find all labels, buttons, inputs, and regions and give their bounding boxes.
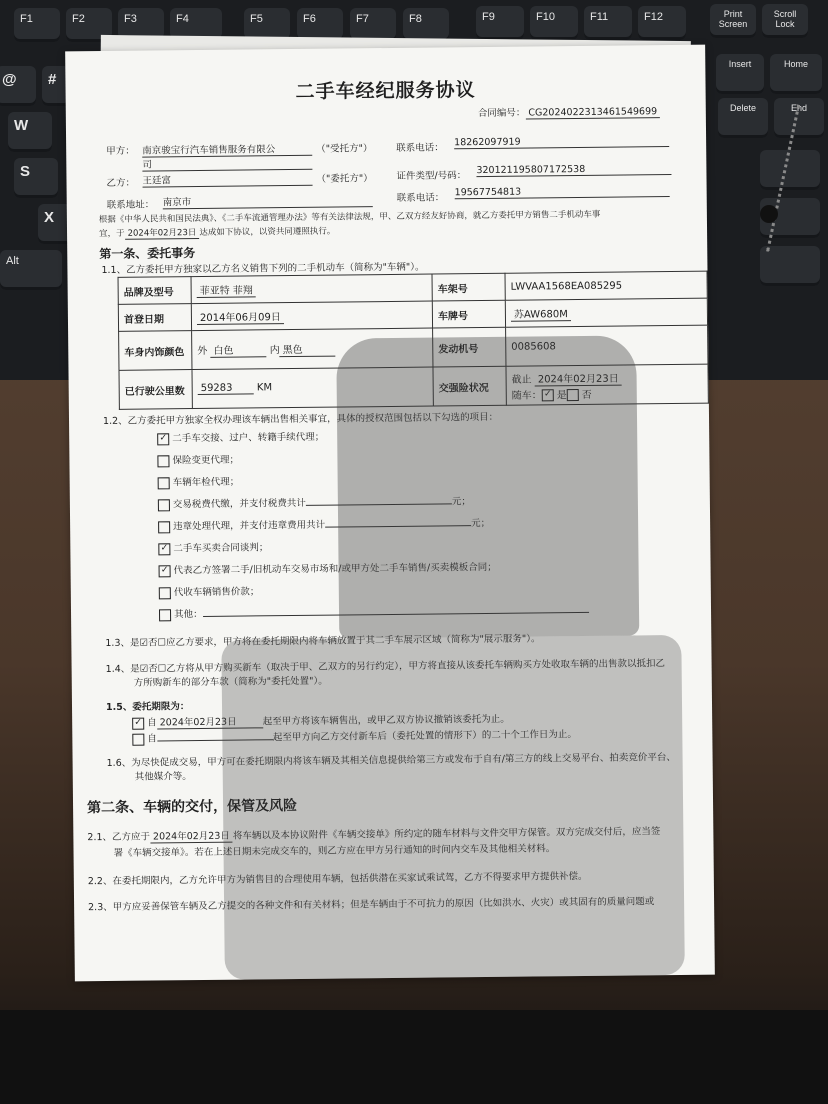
- party-a-label: 甲方：: [106, 145, 135, 157]
- ins-follow: 随车：: [511, 389, 542, 402]
- article-2-title: 第二条、车辆的交付，保管及风险: [86, 797, 298, 817]
- option-6-text: 二手车买卖合同谈判；: [173, 542, 269, 555]
- vin-value: LWVAA1568EA085295: [505, 271, 707, 300]
- option-4-text: 交易税费代缴，并支付税费共计: [172, 497, 306, 511]
- brand-value: [191, 274, 432, 304]
- key-f10: F10: [530, 6, 578, 40]
- contract-number-label: 合同编号：: [477, 107, 526, 120]
- option-2-checkbox[interactable]: [157, 455, 169, 467]
- party-a-name-line2: 司: [142, 155, 312, 172]
- option-6-checkbox[interactable]: ✓: [158, 543, 170, 555]
- party-b-label: 乙方：: [106, 177, 136, 189]
- clause-1-2: 1.2、乙方委托甲方独家全权办理该车辆出售相关事宜，具体的授权范围包括以下勾选的项目：: [102, 411, 499, 427]
- party-b-id: 320121195807172538: [476, 163, 671, 177]
- term-option-1-checkbox[interactable]: ✓: [132, 717, 144, 729]
- clause-2-2: [88, 868, 588, 887]
- key-s: S: [14, 158, 58, 198]
- option-8-checkbox[interactable]: [159, 587, 171, 599]
- option-5: [158, 515, 490, 533]
- term-option-2-checkbox[interactable]: [132, 733, 144, 745]
- key-f12: F12: [638, 6, 686, 40]
- key-w: W: [8, 112, 52, 152]
- party-b-phone: 19567754813: [455, 185, 670, 199]
- intro-line1: 根据《中华人民共和国民法典》、《二手车流通管理办法》等有关法律法规，甲、乙双方经友好协商，就乙方委托甲方销售二手机动车事: [98, 209, 601, 226]
- mileage-label: 已行驶公里数: [119, 370, 192, 410]
- engine-value: 0085608: [506, 325, 708, 366]
- key-scroll-lock: Scroll Lock: [762, 4, 808, 38]
- ins-yes-checkbox[interactable]: ✓: [542, 389, 554, 401]
- outer-prefix: 外: [197, 345, 208, 358]
- key-f4: F4: [170, 8, 222, 42]
- option-7-text: 代表乙方签署二手/旧机动车交易市场和/或甲方处二手车销售/买卖模板合同；: [173, 561, 497, 577]
- term-option-2-date-blank[interactable]: [157, 739, 273, 741]
- clause-2-1-suffix: 将车辆以及本协议附件《车辆交接单》所约定的随车材料与文件交甲方保管。双方完成交付后，应当签: [232, 826, 661, 842]
- clause-2-1-date: 2024年02月23日: [150, 828, 233, 844]
- term-option-1-prefix: 自: [147, 717, 157, 729]
- party-b-address-label: 联系地址：: [106, 199, 155, 211]
- plate-label: 车牌号: [432, 300, 505, 328]
- contract-page: [65, 45, 715, 982]
- term-option-1-suffix: 起至甲方将该车辆售出，或甲乙双方协议撤销该委托为止。: [262, 713, 510, 728]
- key-end: End: [774, 98, 824, 138]
- option-5-yuan: 元；: [471, 517, 491, 530]
- option-4-yuan: 元；: [451, 496, 471, 508]
- option-8: [159, 583, 260, 599]
- color-label: 车身内饰颜色: [119, 331, 192, 371]
- key-insert: Insert: [716, 54, 764, 94]
- party-a-role: （"受托方"）: [316, 143, 373, 155]
- color-value: [192, 328, 433, 370]
- clause-1-5-title: 委托期限为：: [132, 701, 190, 713]
- key-right-3: [760, 246, 820, 286]
- option-6: [158, 539, 268, 555]
- brand-label: 品牌及型号: [118, 277, 191, 305]
- key-f8: F8: [403, 8, 449, 42]
- key-f6: F6: [297, 8, 343, 42]
- option-4-checkbox[interactable]: [158, 499, 170, 511]
- reg-date-label: 首登日期: [118, 304, 191, 332]
- outer-color: 白色: [210, 341, 266, 358]
- term-option-2-prefix: 自: [147, 733, 157, 745]
- party-b-address: 南京市: [163, 192, 373, 209]
- key-at: [0, 66, 36, 106]
- key-f9: F9: [476, 6, 524, 40]
- table-row: [119, 325, 708, 370]
- clause-1-6-num: 1.6、: [106, 757, 132, 769]
- clause-2-1-b: 署《车辆交接单》。若在上述日期未完成交车的，则乙方应在甲方另行通知的时间内交车及其他相关材料。: [113, 843, 556, 859]
- option-9-checkbox[interactable]: [159, 609, 171, 621]
- option-9: [159, 602, 589, 621]
- key-f1: F1: [14, 8, 60, 42]
- tax-amount-blank[interactable]: [306, 503, 452, 506]
- key-at-symbol: @: [2, 71, 17, 88]
- clause-2-1-num: 2.1、: [87, 831, 113, 844]
- reg-date: 2014年06月09日: [197, 308, 284, 325]
- option-1-checkbox[interactable]: ✓: [157, 433, 169, 445]
- violation-amount-blank[interactable]: [325, 525, 471, 528]
- option-1-text: 二手车交接、过户、转籍手续代理；: [172, 431, 325, 445]
- option-9-text: 其他：: [173, 608, 203, 621]
- plate-value: [505, 298, 707, 327]
- party-b-role: （"委托方"）: [316, 173, 373, 185]
- party-a-name-line1: 南京骏宝行汽车销售服务有限公: [142, 141, 312, 158]
- option-3-checkbox[interactable]: [158, 477, 170, 489]
- party-a-phone-label: 联系电话：: [396, 142, 444, 154]
- vin-label: 车架号: [432, 273, 505, 301]
- ins-no-checkbox[interactable]: [567, 389, 579, 401]
- clause-2-3-num: 2.3、: [88, 901, 113, 914]
- reg-date-value: [191, 301, 432, 331]
- clause-2-2-text: 在委托期限内，乙方允许甲方为销售目的合理使用车辆，包括供潜在买家试乘试驾，乙方不得要求甲方提供补偿。: [112, 870, 588, 887]
- key-hash-symbol: #: [48, 71, 57, 88]
- engine-label: 发动机号: [433, 327, 506, 367]
- term-option-2-suffix: 起至甲方向乙方交付新车后（委托处置的情形下）的二十个工作日为止。: [272, 729, 577, 744]
- intro-suffix: 达成如下协议，以资共同遵照执行。: [199, 226, 336, 238]
- intro-date: 2024年02月23日: [125, 226, 200, 240]
- option-7-checkbox[interactable]: ✓: [159, 565, 171, 577]
- clause-1-4-b: 方所购新车的部分车款（简称为"委托处置"）。: [133, 675, 328, 689]
- clause-1-3-num: 1.3、: [105, 637, 131, 649]
- clause-1-6-b: 其他媒介等。: [134, 771, 192, 783]
- cable-bead: [760, 205, 778, 223]
- party-b-name: 王廷富: [142, 171, 312, 188]
- key-alt: Alt: [0, 250, 62, 290]
- key-delete: Delete: [718, 98, 768, 138]
- key-f2: F2: [66, 8, 112, 42]
- clause-1-4-num: 1.4、: [105, 663, 131, 675]
- key-f11: F11: [584, 6, 632, 40]
- brand: 菲亚特 菲翔: [197, 281, 256, 298]
- insurance-value: [506, 364, 708, 405]
- vehicle-info-table: [118, 271, 709, 410]
- clause-1-6-text: 为尽快促成交易，甲方可在委托期限内将该车辆及其相关信息提供给第三方或发布于自有/第三方的线上交易平台、拍卖竞价平台、: [131, 752, 676, 769]
- desk-shadow: [0, 1010, 828, 1104]
- option-4: [158, 493, 471, 511]
- table-row: [119, 364, 708, 409]
- clause-2-1-a: [87, 823, 660, 844]
- ins-date: 2024年02月23日: [535, 369, 622, 386]
- clause-1-5-num: 1.5、: [105, 701, 133, 713]
- plate: 苏AW680M: [511, 305, 571, 322]
- clause-2-3-text: 甲方应妥善保管车辆及乙方提交的各种文件和有关材料；但是车辆由于不可抗力的原因（比如洪水、火灾）或其固有的质量问题或: [112, 896, 655, 913]
- party-b-phone-label: 联系电话：: [396, 192, 445, 204]
- clause-1-5: [106, 698, 190, 713]
- party-b-id-label: 证件类型/号码：: [396, 170, 467, 182]
- mileage-unit: KM: [256, 382, 273, 394]
- clause-1-1: 1.1、乙方委托甲方独家以乙方名义销售下列的二手机动车（简称为"车辆"）。: [101, 261, 425, 277]
- ins-no: 否: [581, 389, 592, 401]
- other-blank[interactable]: [203, 612, 589, 617]
- mileage: 59283: [198, 382, 254, 395]
- ins-yes: 是: [556, 389, 567, 401]
- ins-prefix: 截止: [511, 374, 532, 386]
- term-option-1-date: 2024年02月23日: [157, 713, 263, 729]
- party-a-phone: 18262097919: [454, 135, 669, 149]
- key-f5: F5: [244, 8, 290, 42]
- clause-2-2-num: 2.2、: [87, 875, 113, 888]
- insurance-follow: [512, 384, 703, 401]
- clause-2-3: [88, 893, 654, 913]
- inner-prefix: 内: [269, 345, 280, 357]
- clause-1-3: [105, 630, 540, 649]
- clause-1-4-text: 是☑否☐乙方将从甲方购买新车（取决于甲、乙双方的另行约定），甲方将直接从该委托车辆购买方处收取车辆的出售款以抵扣乙: [130, 658, 666, 675]
- inner-color: 黑色: [280, 341, 336, 358]
- option-1: [157, 429, 324, 445]
- option-3-text: 车辆年检代理；: [172, 476, 240, 489]
- clause-2-1-prefix: 乙方应于: [111, 831, 151, 843]
- doc-title: 二手车经纪服务协议: [295, 79, 476, 103]
- insurance-label: 交强险状况: [433, 366, 506, 406]
- contract-number: CG2024022313461549699: [525, 106, 660, 119]
- clause-1-6-a: [107, 749, 676, 769]
- option-5-text: 违章处理代理，并支付违章费用共计: [173, 519, 326, 533]
- contract-number-row: [478, 103, 661, 120]
- clause-1-4-a: [106, 655, 666, 675]
- option-7: [159, 559, 497, 577]
- option-2: [157, 452, 239, 467]
- article-1-title: 第一条、委托事务: [99, 246, 196, 262]
- option-5-checkbox[interactable]: [158, 521, 170, 533]
- key-f3: F3: [118, 8, 164, 42]
- mileage-value: [192, 367, 433, 409]
- clause-1-3-text: 是☑否☐应乙方要求，甲方将在委托期限内将车辆放置于其二手车展示区域（简称为"展示服务"）。: [129, 633, 541, 649]
- option-3: [158, 474, 240, 489]
- key-x: X: [38, 204, 78, 244]
- intro-prefix: 宜，于: [99, 228, 125, 240]
- intro-line2: [99, 225, 335, 240]
- key-f7: F7: [350, 8, 396, 42]
- key-home: Home: [770, 54, 822, 94]
- option-2-text: 保险变更代理；: [172, 454, 240, 467]
- key-print-screen: Print Screen: [710, 4, 756, 38]
- option-8-text: 代收车辆销售价款；: [173, 586, 260, 599]
